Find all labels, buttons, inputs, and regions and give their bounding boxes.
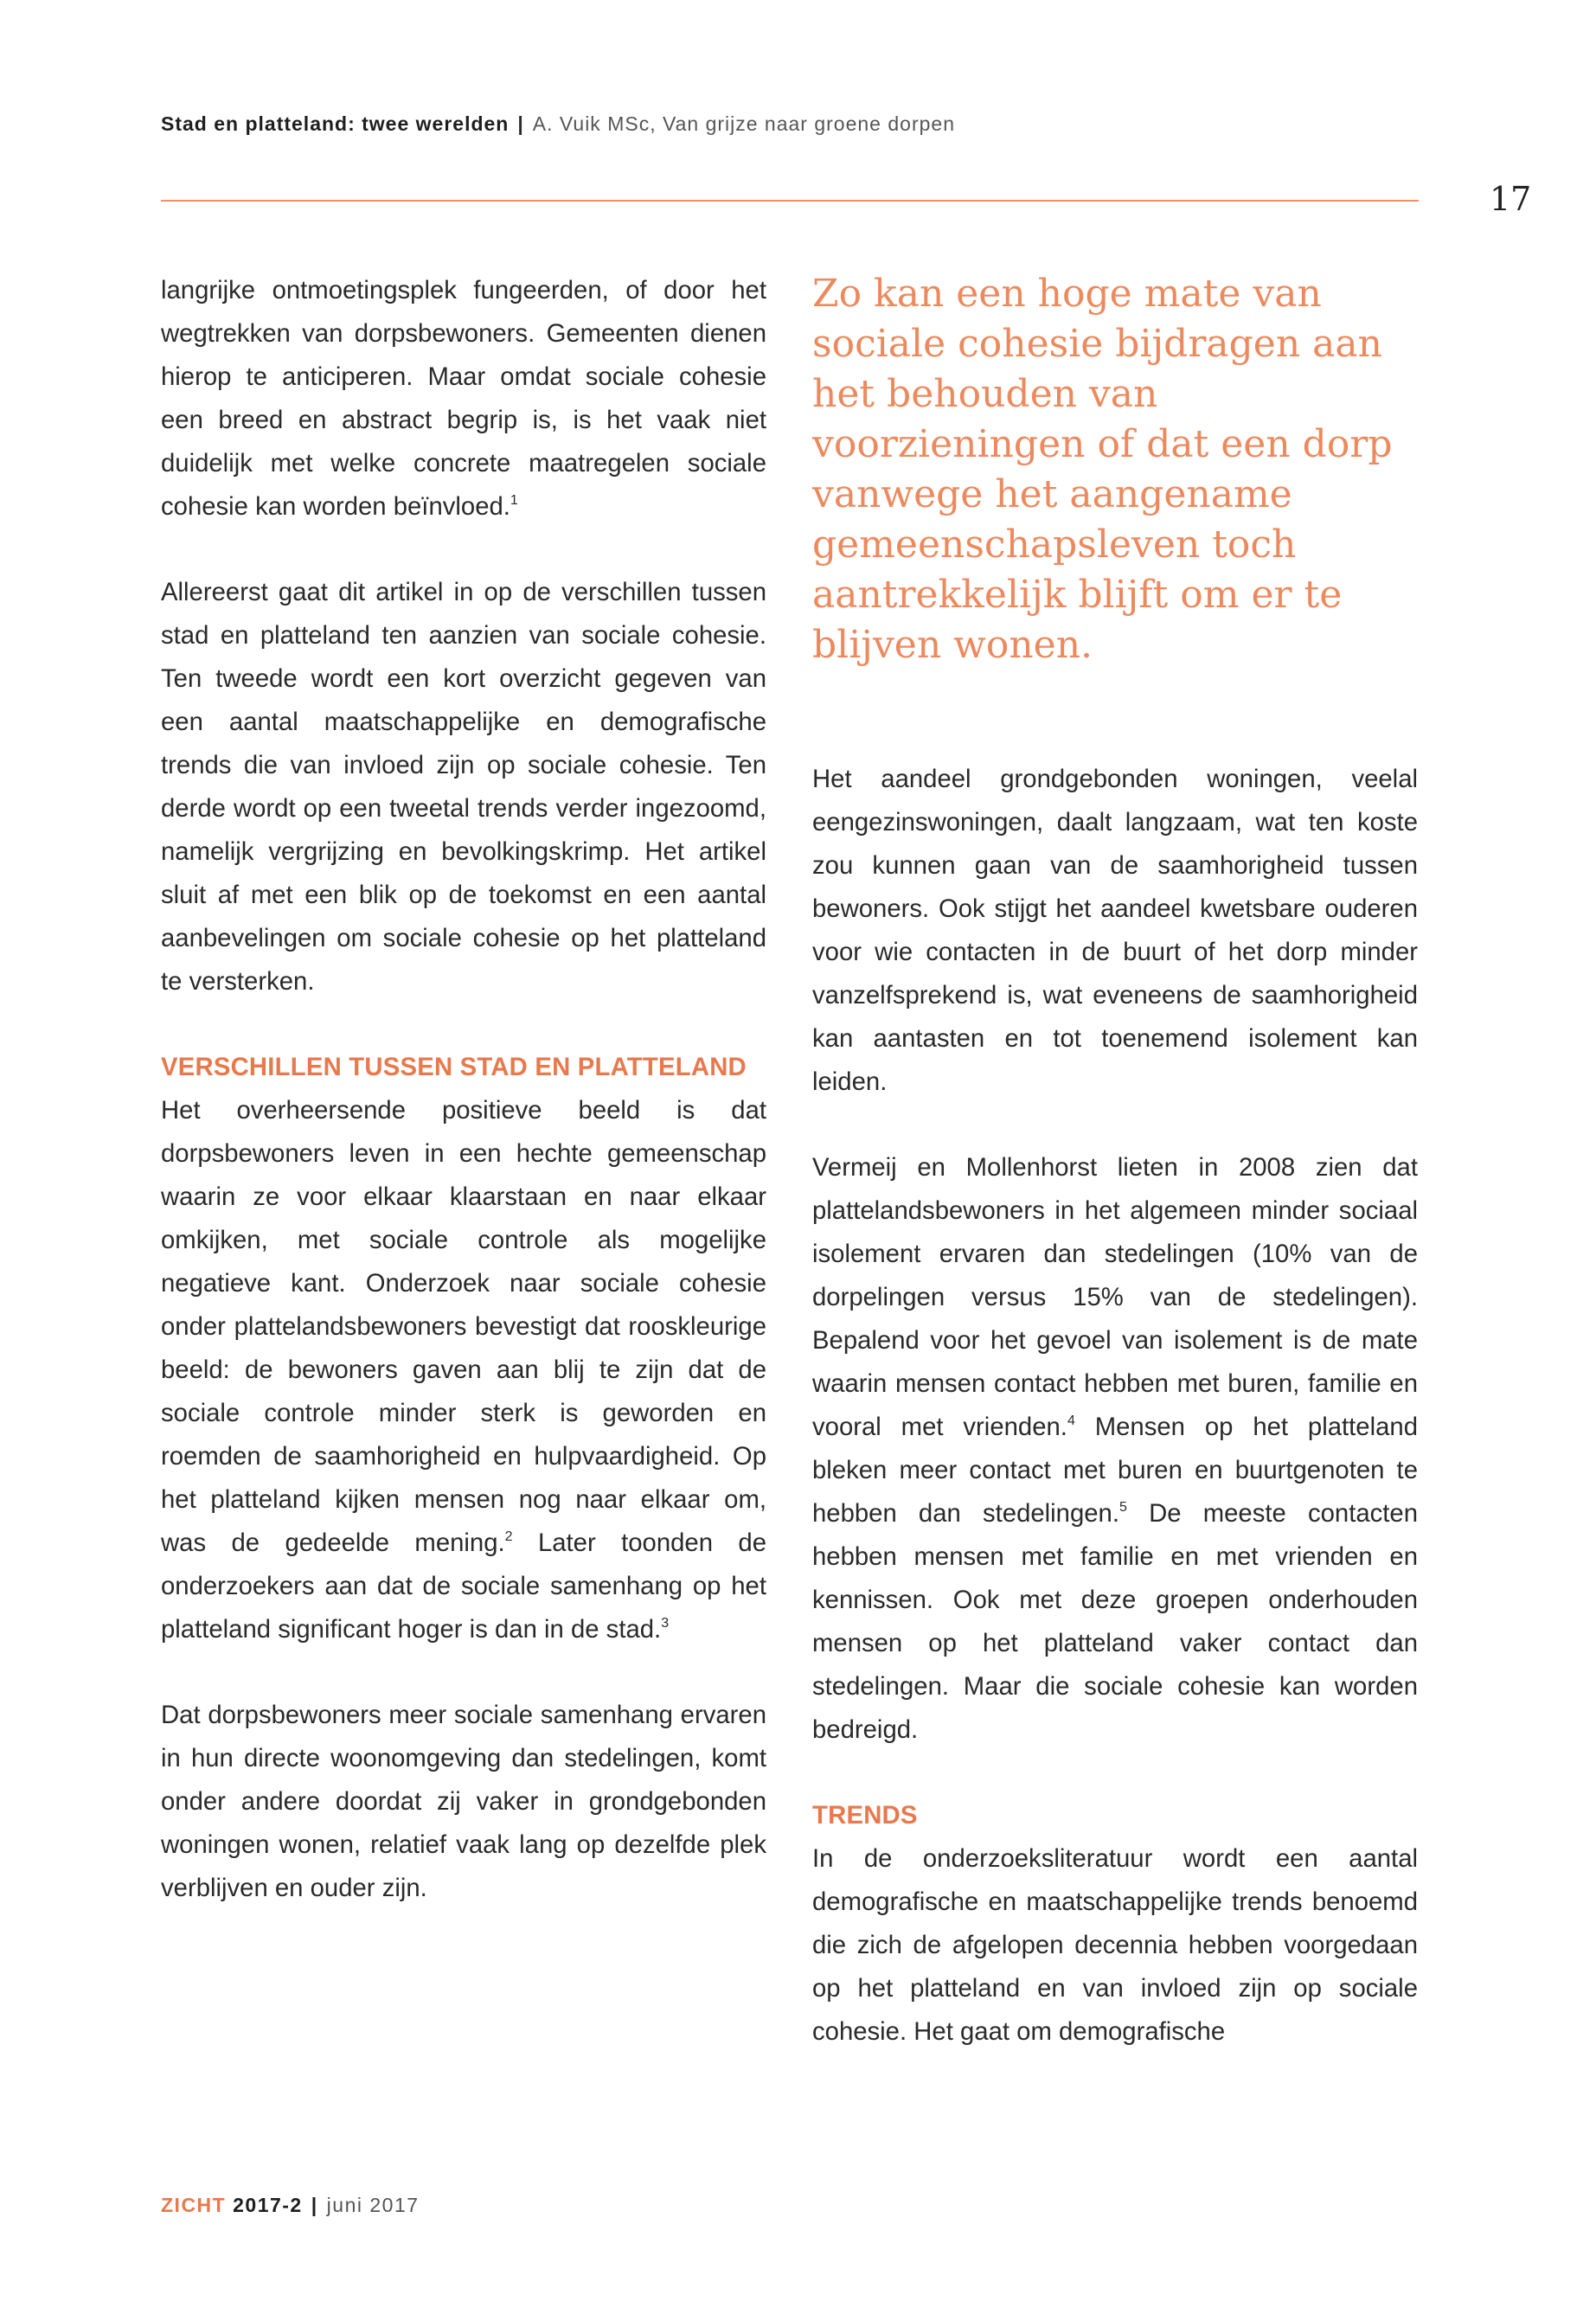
paragraph: Vermeij en Mollenhorst lieten in 2008 zien dat plattelandsbewoners in het algemeen minder sociaal isolement ervaren dan stedelingen (10% van de dorpelingen versus 15% van de stedelingen). Bepalend voor het gevoel van isolement is de mate waarin mensen contact hebben met buren, familie en vooral met vrienden.$^4$ Mensen op het platteland bleken meer contact met buren en buurtgenoten te hebben dan stedelingen.$^5$ De meeste contacten hebben mensen met familie en met vrienden en kennissen. Ook met deze groepen onderhouden mensen op het platteland vaker contact dan stedelingen. Maar die sociale cohesie kan worden bedreigd. — [812, 1153, 1418, 1744]
footer — [161, 2194, 420, 2217]
footnote-ref: 4 — [1067, 1413, 1075, 1428]
paragraph: Het aandeel grondgebonden woningen, veelal eengezinswoningen, daalt langzaam, wat ten koste zou kunnen gaan van de saamhorigheid tussen bewoners. Ook stijgt het aandeel kwetsbare ouderen voor wie contacten in de buurt of het dorp minder vanzelfsprekend is, wat eveneens de saamhorigheid kan aantasten en tot toenemend isolement kan leiden. — [812, 765, 1418, 1096]
running-header — [161, 112, 955, 136]
pull-quote: Zo kan een hoge mate van sociale cohesie bijdragen aan het behouden van voorzieningen of dat een dorp vanwege het aangename gemeenschapsleven toch aantrekkelijk blijft om er te blijven wonen. — [812, 272, 1393, 667]
section-heading-verschillen: VERSCHILLEN TUSSEN STAD EN PLATTELAND — [161, 1053, 747, 1081]
footer-issue: 2017-2 — [233, 2194, 303, 2216]
section-heading-trends: TRENDS — [812, 1801, 918, 1830]
header-separator: | — [517, 112, 524, 135]
paragraph: Dat dorpsbewoners meer sociale samenhang ervaren in hun directe woonomgeving dan stedelingen, komt onder andere doordat zij vaker in grondgebonden woningen wonen, relatief vaak lang op dezelfde plek verblijven en ouder zijn. — [161, 1701, 766, 1902]
left-column — [161, 269, 766, 1910]
paragraph: Allereerst gaat dit artikel in op de verschillen tussen stad en platteland ten aanzien van sociale cohesie. Ten tweede wordt een kort overzicht gegeven van een aantal maatschappelijke en demografische trends die van invloed zijn op sociale cohesie. Ten derde wordt op een tweetal trends verder ingezoomd, namelijk vergrijzing en bevolkingskrimp. Het artikel sluit af met een blik op de toekomst en een aantal aanbevelingen om sociale cohesie op het platteland te versterken. — [161, 578, 766, 996]
page-number: 17 — [1490, 180, 1532, 218]
footer-separator: | — [311, 2194, 318, 2216]
right-column — [812, 269, 1418, 2054]
footer-date: juni 2017 — [326, 2194, 420, 2216]
header-section: Stad en platteland: twee werelden — [161, 112, 510, 135]
footnote-ref: 5 — [1119, 1500, 1127, 1515]
footnote-ref: 3 — [661, 1616, 670, 1631]
footnote-ref: 1 — [510, 493, 518, 508]
paragraph: langrijke ontmoetingsplek fungeerden, of door het wegtrekken van dorpsbewoners. Gemeenten dienen hierop te anticiperen. Maar omdat sociale cohesie een breed en abstract begrip is, is het vaak niet duidelijk met welke concrete maatregelen sociale cohesie kan worden beïnvloed.$^1$ — [161, 276, 766, 521]
header-rule — [161, 200, 1419, 202]
header-author-title: A. Vuik MSc, Van grijze naar groene dorpen — [532, 112, 955, 135]
footer-brand: ZICHT — [161, 2194, 227, 2216]
paragraph: In de onderzoeksliteratuur wordt een aantal demografische en maatschappelijke trends benoemd die zich de afgelopen decennia hebben voorgedaan op het platteland en van invloed zijn op sociale cohesie. Het gaat om demografische — [812, 1844, 1418, 2046]
paragraph: Het overheersende positieve beeld is dat dorpsbewoners leven in een hechte gemeenschap waarin ze voor elkaar klaarstaan en naar elkaar omkijken, met sociale controle als mogelijke negatieve kant. Onderzoek naar sociale cohesie onder plattelandsbewoners bevestigt dat rooskleurige beeld: de bewoners gaven aan blij te zijn dat de sociale controle minder sterk is geworden en roemden de saamhorigheid en hulpvaardigheid. Op het platteland kijken mensen nog naar elkaar om, was de gedeelde mening.$^2$ Later toonden de onderzoekers aan dat de sociale samenhang op het platteland significant hoger is dan in de stad.$^3$ — [161, 1096, 766, 1644]
footnote-ref: 2 — [504, 1529, 513, 1544]
